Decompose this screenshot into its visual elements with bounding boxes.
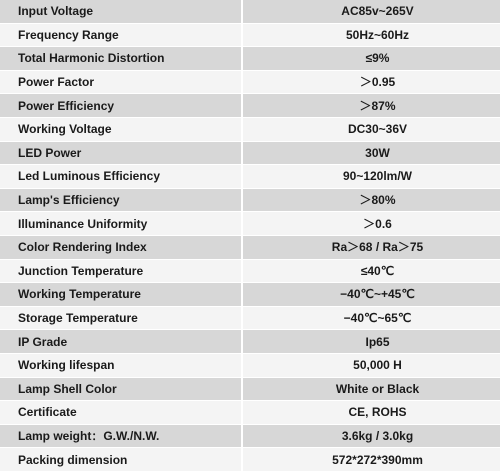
spec-value: Ra＞68 / Ra＞75 <box>242 235 500 259</box>
table-row <box>0 0 500 23</box>
table-row <box>0 448 500 472</box>
spec-label: Power Efficiency <box>0 94 242 118</box>
spec-value: ＞0.6 <box>242 212 500 236</box>
spec-label: Power Factor <box>0 70 242 94</box>
spec-label: Certificate <box>0 401 242 425</box>
spec-label: Working Temperature <box>0 283 242 307</box>
table-row <box>0 70 500 94</box>
spec-label: Input Voltage <box>0 0 242 23</box>
table-row <box>0 283 500 307</box>
spec-label: Packing dimension <box>0 448 242 472</box>
spec-label: Lamp Shell Color <box>0 377 242 401</box>
table-row <box>0 47 500 71</box>
spec-label: Lamp's Efficiency <box>0 188 242 212</box>
spec-value: ＞80% <box>242 188 500 212</box>
table-row <box>0 235 500 259</box>
table-row <box>0 23 500 47</box>
table-row <box>0 165 500 189</box>
table-row <box>0 117 500 141</box>
spec-value: DC30~36V <box>242 117 500 141</box>
spec-label: Total Harmonic Distortion <box>0 47 242 71</box>
spec-value: White or Black <box>242 377 500 401</box>
spec-label: Junction Temperature <box>0 259 242 283</box>
table-row <box>0 212 500 236</box>
spec-label: Working Voltage <box>0 117 242 141</box>
spec-label: IP Grade <box>0 330 242 354</box>
table-row <box>0 401 500 425</box>
spec-value: 50Hz~60Hz <box>242 23 500 47</box>
spec-value: Ip65 <box>242 330 500 354</box>
spec-label: Led Luminous Efficiency <box>0 165 242 189</box>
table-row <box>0 330 500 354</box>
spec-label: Lamp weight：G.W./N.W. <box>0 424 242 448</box>
table-row <box>0 188 500 212</box>
spec-value: −40℃~+45℃ <box>242 283 500 307</box>
table-row <box>0 141 500 165</box>
spec-value: ≤40℃ <box>242 259 500 283</box>
spec-label: Storage Temperature <box>0 306 242 330</box>
spec-value: ≤9% <box>242 47 500 71</box>
spec-label: Color Rendering Index <box>0 235 242 259</box>
spec-label: Illuminance Uniformity <box>0 212 242 236</box>
spec-value: AC85v~265V <box>242 0 500 23</box>
table-row <box>0 353 500 377</box>
table-row <box>0 306 500 330</box>
spec-value: −40℃~65℃ <box>242 306 500 330</box>
spec-label: Frequency Range <box>0 23 242 47</box>
spec-value: 50,000 H <box>242 353 500 377</box>
spec-label: Working lifespan <box>0 353 242 377</box>
spec-value: CE, ROHS <box>242 401 500 425</box>
spec-value: 3.6kg / 3.0kg <box>242 424 500 448</box>
table-row <box>0 94 500 118</box>
table-row <box>0 424 500 448</box>
spec-value: 90~120lm/W <box>242 165 500 189</box>
spec-value: 30W <box>242 141 500 165</box>
spec-value: ＞87% <box>242 94 500 118</box>
spec-value: ＞0.95 <box>242 70 500 94</box>
table-row <box>0 377 500 401</box>
spec-label: LED Power <box>0 141 242 165</box>
spec-value: 572*272*390mm <box>242 448 500 472</box>
table-row <box>0 259 500 283</box>
